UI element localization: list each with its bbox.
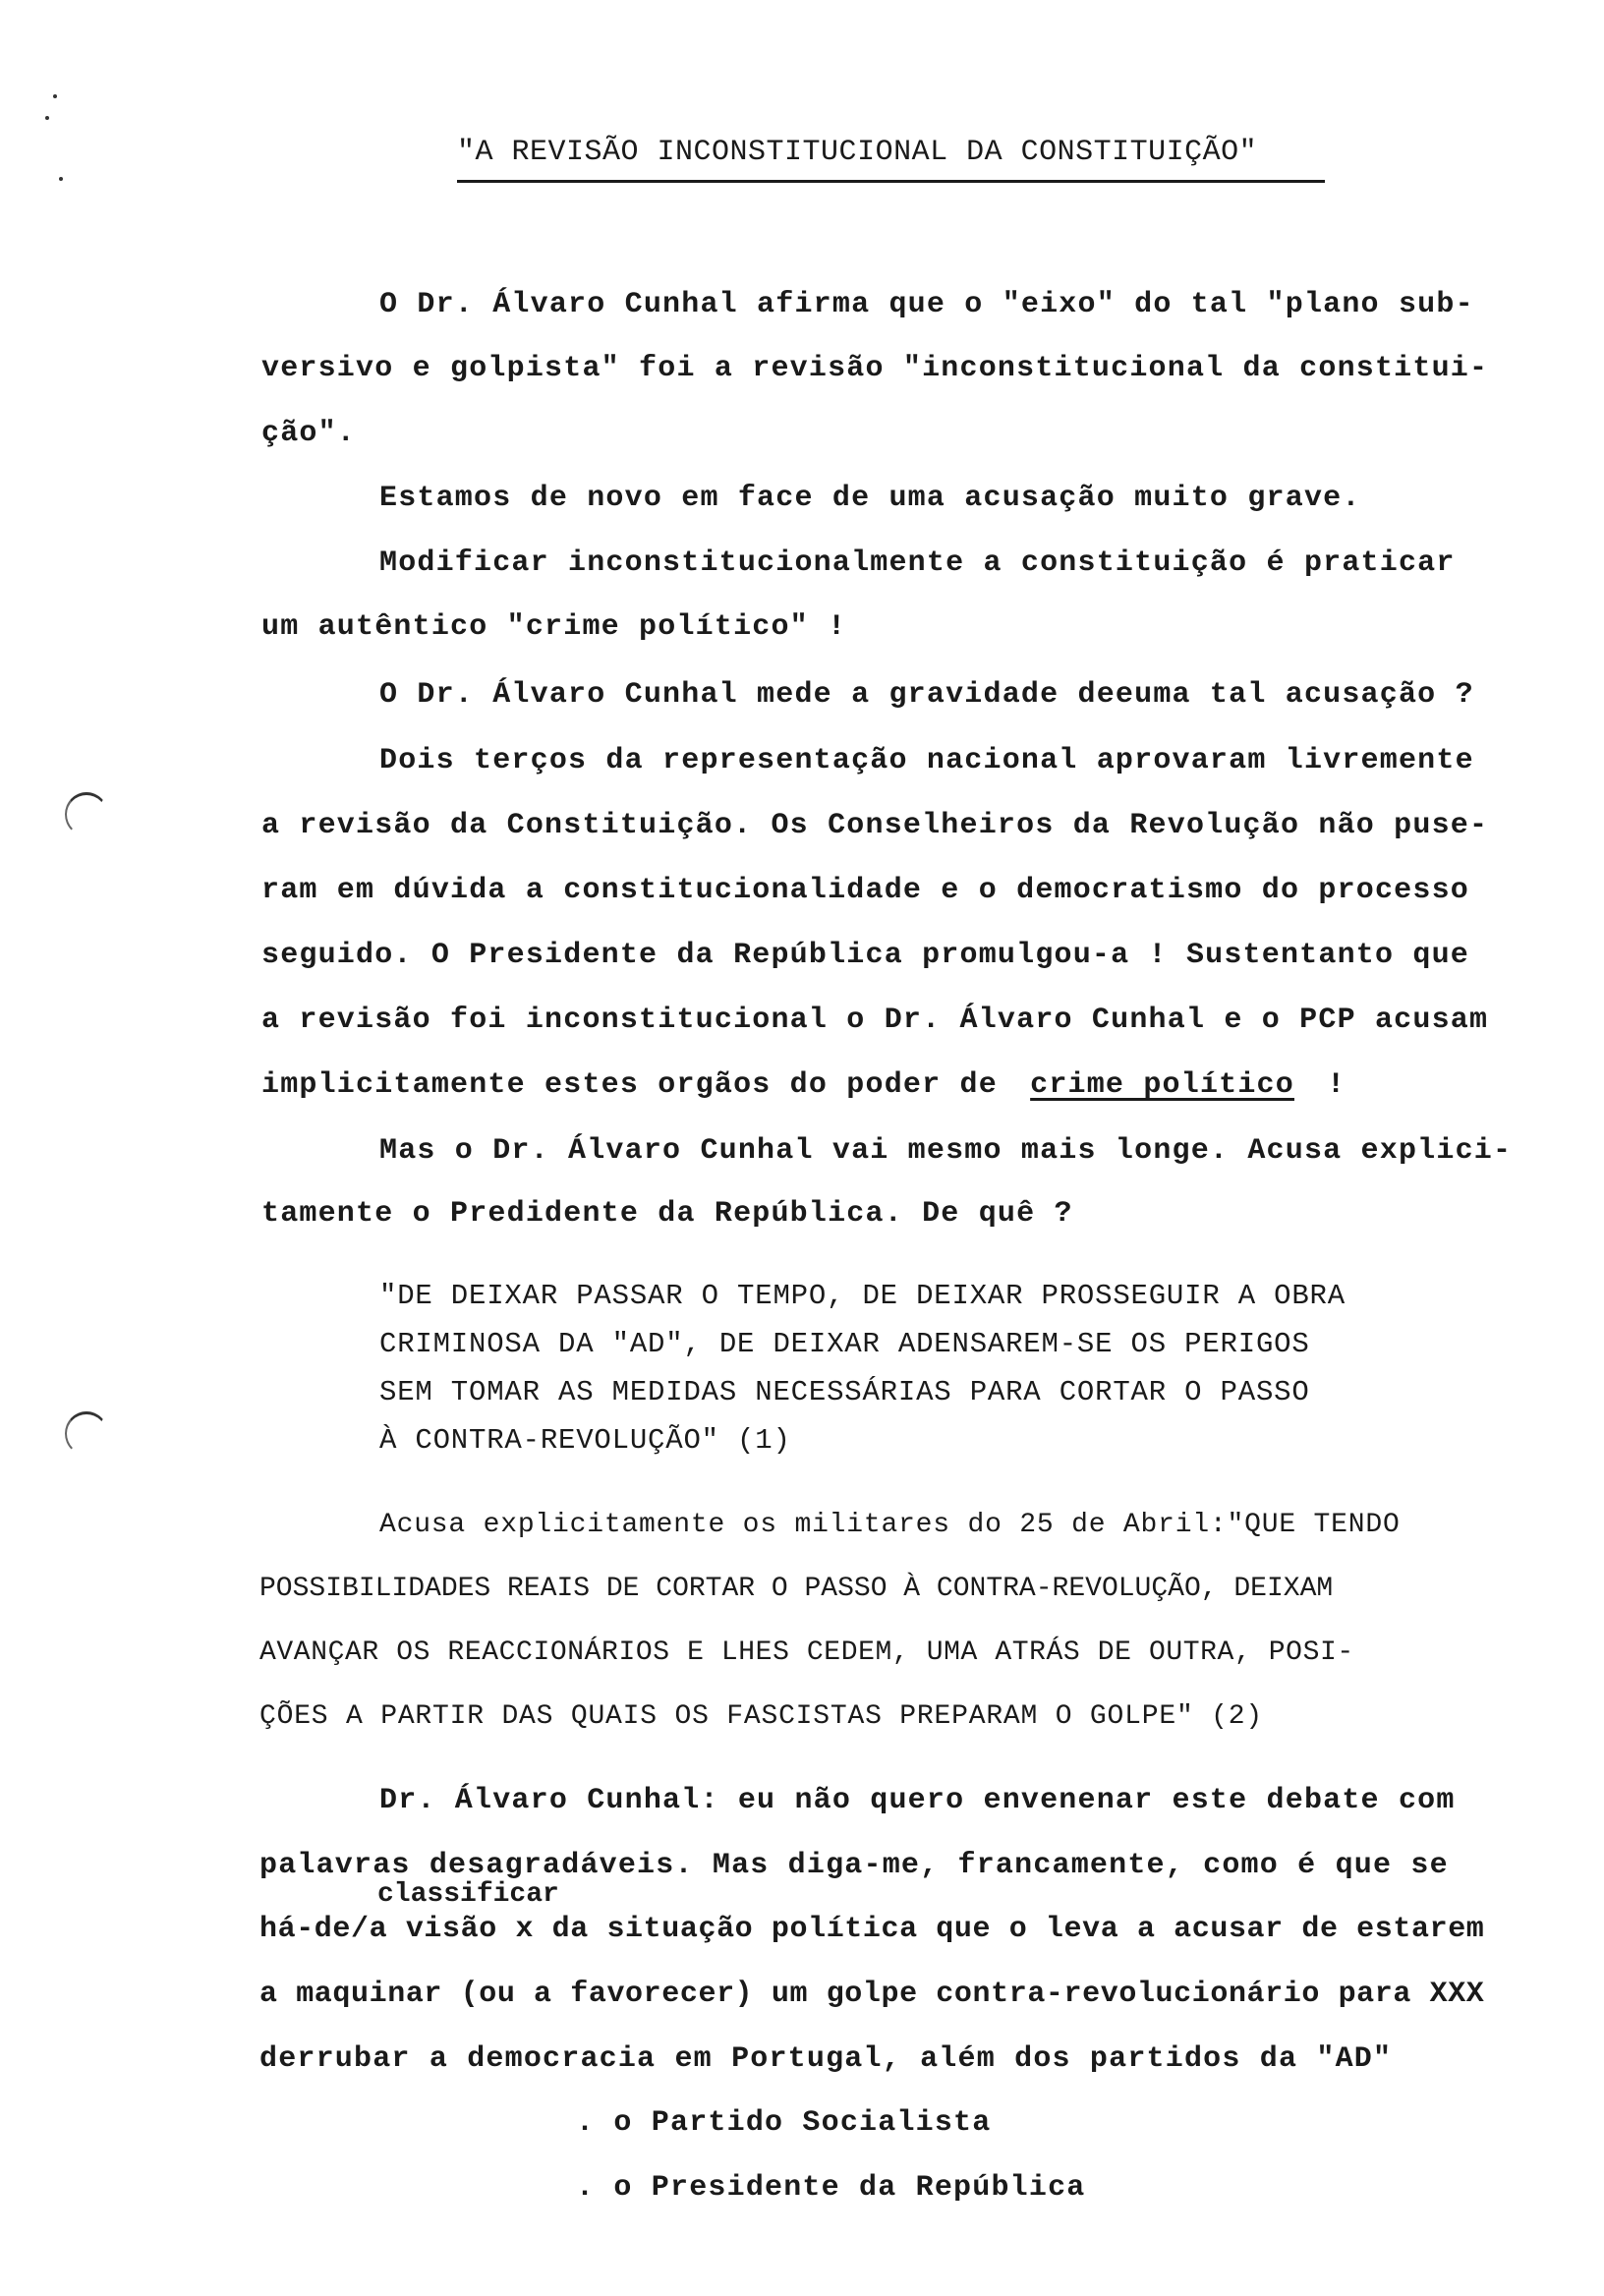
punch-hole-lower [65,1411,108,1456]
bullet-item: . o Presidente da República [576,2171,1086,2205]
paragraph-line-text: implicitamente estes orgãos do poder de [261,1068,998,1102]
accusation-line: ÇÕES A PARTIR DAS QUAIS OS FASCISTAS PREPARAM O GOLPE" (2) [259,1701,1263,1732]
quote-line: SEM TOMAR AS MEDIDAS NECESSÁRIAS PARA CORTAR O PASSO [379,1376,1310,1408]
title-underline [457,180,1325,183]
handwritten-insertion: classificar [377,1879,559,1910]
paragraph-line: a revisão foi inconstitucional o Dr. Álvaro Cunhal e o PCP acusam [261,1004,1489,1037]
paragraph-line: um autêntico "crime político" ! [261,610,847,644]
margin-speck [59,177,63,181]
margin-speck [53,94,57,98]
quote-line: "DE DEIXAR PASSAR O TEMPO, DE DEIXAR PROSSEGUIR A OBRA [379,1280,1346,1312]
closing-line: Dr. Álvaro Cunhal: eu não quero envenenar este debate com [379,1784,1456,1817]
closing-line: há-de/a visão x da situação política que o leva a acusar de estarem [259,1913,1485,1946]
accusation-line: POSSIBILIDADES REAIS DE CORTAR O PASSO À CONTRA-REVOLUÇÃO, DEIXAM [259,1574,1334,1604]
quote-line: CRIMINOSA DA "AD", DE DEIXAR ADENSAREM-SE OS PERIGOS [379,1328,1310,1360]
paragraph-line: O Dr. Álvaro Cunhal mede a gravidade deeuma tal acusação ? [379,678,1474,712]
paragraph-line: Dois terços da representação nacional aprovaram livremente [379,744,1474,777]
underlined-phrase: crime político [1030,1068,1294,1102]
document-title: "A REVISÃO INCONSTITUCIONAL DA CONSTITUIÇÃO" [457,136,1258,169]
paragraph-line: Estamos de novo em face de uma acusação muito grave. [379,482,1361,515]
paragraph-line: ram em dúvida a constitucionalidade e o democratismo do processo [261,874,1469,907]
quote-line: À CONTRA-REVOLUÇÃO" (1) [379,1424,791,1457]
accusation-line: Acusa explicitamente os militares do 25 de Abril:"QUE TENDO [379,1510,1401,1540]
exclamation: ! [1327,1068,1346,1102]
accusation-line: AVANÇAR OS REACCIONÁRIOS E LHES CEDEM, UMA ATRÁS DE OUTRA, POSI- [259,1637,1354,1668]
closing-line: a maquinar (ou a favorecer) um golpe contra-revolucionário para XXX [259,1978,1485,2011]
paragraph-line [261,1068,1346,1102]
paragraph-line: a revisão da Constituição. Os Conselheiros da Revolução não puse- [261,809,1489,842]
paragraph-line: Mas o Dr. Álvaro Cunhal vai mesmo mais longe. Acusa explici- [379,1134,1513,1168]
paragraph-line: tamente o Predidente da República. De quê ? [261,1197,1073,1231]
closing-line: palavras desagradáveis. Mas diga-me, francamente, como é que se [259,1849,1449,1882]
paragraph-line: seguido. O Presidente da República promulgou-a ! Sustentanto que [261,939,1469,972]
margin-speck [45,116,49,120]
paragraph-line: versivo e golpista" foi a revisão "inconstitucional da constitui- [261,352,1489,385]
paragraph-line: ção". [261,417,357,450]
closing-line: derrubar a democracia em Portugal, além dos partidos da "AD" [259,2042,1393,2076]
bullet-item: . o Partido Socialista [576,2106,992,2140]
paragraph-line: O Dr. Álvaro Cunhal afirma que o "eixo" do tal "plano sub- [379,288,1474,321]
paragraph-line: Modificar inconstitucionalmente a constituição é praticar [379,546,1456,580]
punch-hole-upper [65,792,108,836]
